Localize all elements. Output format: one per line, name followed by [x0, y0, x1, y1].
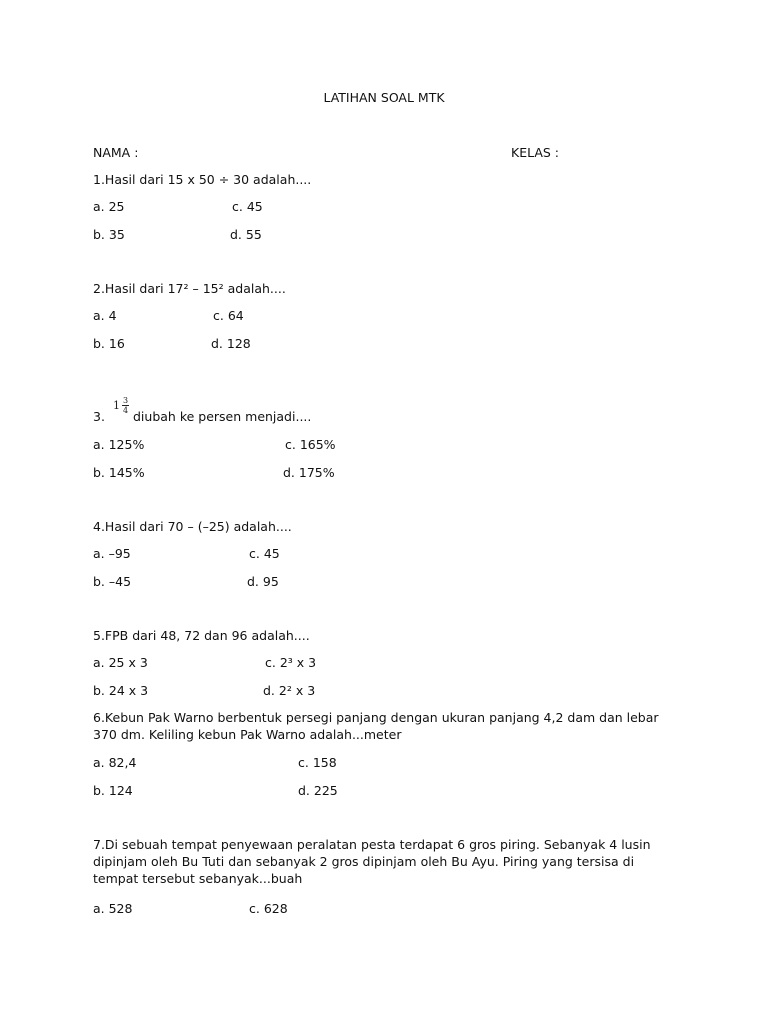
question-1-option-c: c. 45 [232, 199, 263, 214]
question-3-option-c: c. 165% [285, 437, 336, 452]
question-6-option-d: d. 225 [298, 783, 338, 798]
question-6-option-a: a. 82,4 [93, 755, 137, 770]
question-1-option-d: d. 55 [230, 227, 262, 242]
mixed-fraction [113, 396, 129, 415]
question-3-text: diubah ke persen menjadi.... [133, 409, 312, 424]
question-2-option-a: a. 4 [93, 308, 117, 323]
question-3-option-d: d. 175% [283, 465, 335, 480]
question-2-text: 2.Hasil dari 17² – 15² adalah.... [93, 281, 286, 296]
question-7-option-c: c. 628 [249, 901, 288, 916]
question-4-option-d: d. 95 [247, 574, 279, 589]
question-6-option-c: c. 158 [298, 755, 337, 770]
question-4-option-b: b. –45 [93, 574, 132, 589]
question-3-option-b: b. 145% [93, 465, 145, 480]
question-2-option-d: d. 128 [211, 336, 251, 351]
question-5-option-a: a. 25 x 3 [93, 655, 148, 670]
fraction-numerator: 3 [123, 396, 129, 405]
fraction-denominator: 4 [123, 406, 129, 415]
question-1-option-b: b. 35 [93, 227, 125, 242]
question-6-text: 6.Kebun Pak Warno berbentuk persegi panjang dengan ukuran panjang 4,2 dam dan lebar 370 dm. Keliling kebun Pak Warno adalah...meter [93, 710, 659, 742]
name-field-label: NAMA : [93, 145, 139, 160]
question-1-option-a: a. 25 [93, 199, 125, 214]
worksheet-title: LATIHAN SOAL MTK [323, 90, 445, 105]
question-7-option-a: a. 528 [93, 901, 133, 916]
question-2-option-b: b. 16 [93, 336, 125, 351]
question-5-option-b: b. 24 x 3 [93, 683, 149, 698]
question-5-option-d: d. 2² x 3 [263, 683, 316, 698]
question-5-option-c: c. 2³ x 3 [265, 655, 317, 670]
class-field-label: KELAS : [511, 145, 560, 160]
question-3-number: 3. [93, 409, 105, 424]
question-2-option-c: c. 64 [213, 308, 244, 323]
question-6-option-b: b. 124 [93, 783, 133, 798]
question-4-option-a: a. –95 [93, 546, 131, 561]
fraction-stack [122, 396, 129, 415]
fraction-whole: 1 [113, 399, 120, 412]
question-4-option-c: c. 45 [249, 546, 280, 561]
question-4-text: 4.Hasil dari 70 – (–25) adalah.... [93, 519, 292, 534]
question-3-option-a: a. 125% [93, 437, 145, 452]
question-7-text: 7.Di sebuah tempat penyewaan peralatan pesta terdapat 6 gros piring. Sebanyak 4 lusin dipinjam oleh Bu Tuti dan sebanyak 2 gros dipinjam oleh Bu Ayu. Piring yang tersisa di tempat tersebut sebanyak...buah [93, 837, 651, 886]
question-5-text: 5.FPB dari 48, 72 dan 96 adalah.... [93, 628, 310, 643]
question-1-text: 1.Hasil dari 15 x 50 ÷ 30 adalah.... [93, 172, 312, 187]
